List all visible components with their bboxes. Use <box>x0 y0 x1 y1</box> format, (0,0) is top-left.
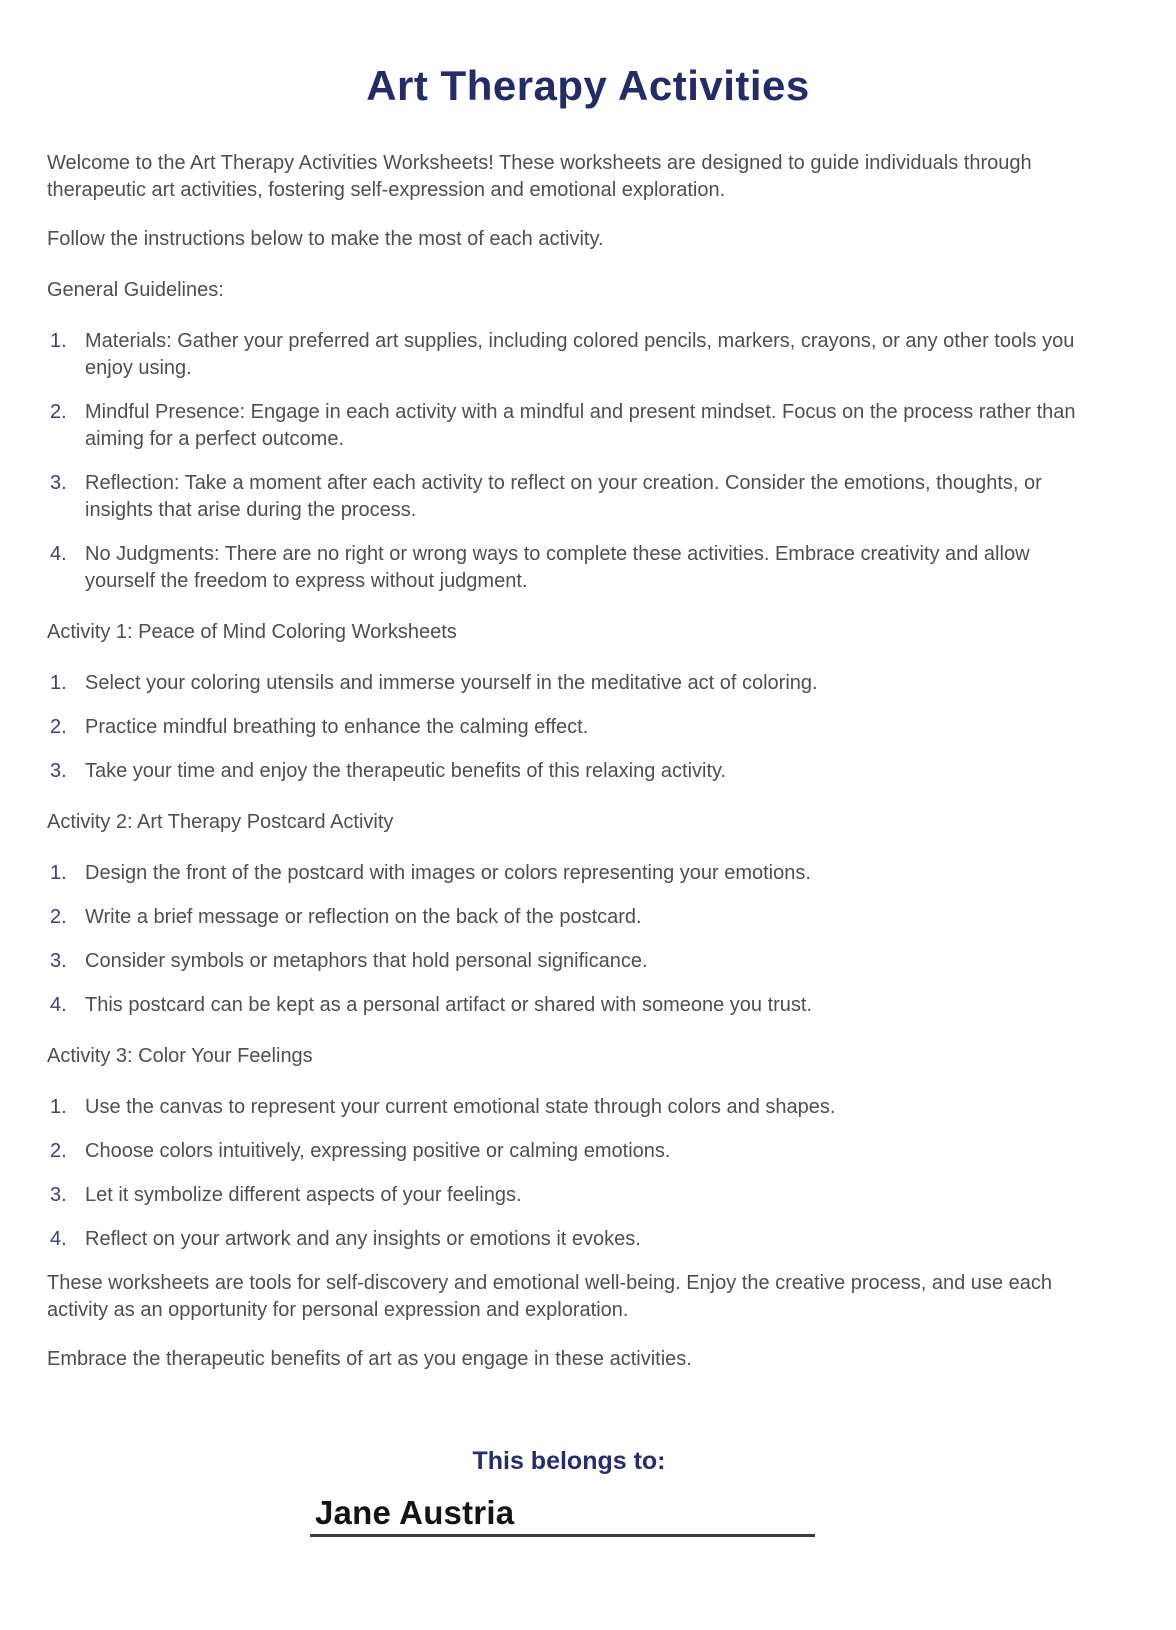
list-item-number: 1. <box>50 1096 67 1118</box>
list-item <box>47 992 1129 1019</box>
list-item-number: 4. <box>50 543 67 565</box>
list-item-text: Mindful Presence: Engage in each activity with a mindful and present mindset. Focus on the process rather than aiming for a perfect outcome. <box>85 401 1076 450</box>
list-item <box>47 1138 1129 1165</box>
list-item-number: 2. <box>50 716 67 738</box>
list-item <box>47 399 1129 453</box>
list-item <box>47 758 1129 785</box>
list-item-text: Use the canvas to represent your current emotional state through colors and shapes. <box>85 1096 836 1118</box>
follow-up-paragraph: Follow the instructions below to make the most of each activity. <box>47 228 604 250</box>
list-item-number: 3. <box>50 472 67 494</box>
list-item-text: Choose colors intuitively, expressing positive or calming emotions. <box>85 1140 671 1162</box>
list-item <box>47 541 1129 595</box>
owner-name: Jane Austria <box>315 1494 515 1531</box>
closing-paragraph-1: These worksheets are tools for self-discovery and emotional well-being. Enjoy the creative process, and use each activity as an opportunity for personal expression and exploration. <box>47 1272 1052 1321</box>
list-item-number: 4. <box>50 994 67 1016</box>
list-item <box>47 1094 1129 1121</box>
list-item <box>47 1182 1129 1209</box>
list-item-text: Practice mindful breathing to enhance the calming effect. <box>85 716 589 738</box>
activity1-heading: Activity 1: Peace of Mind Coloring Worksheets <box>47 621 457 643</box>
closing-paragraph-2: Embrace the therapeutic benefits of art as you engage in these activities. <box>47 1348 692 1370</box>
list-item-number: 3. <box>50 760 67 782</box>
list-item <box>47 670 1129 697</box>
list-item-number: 3. <box>50 950 67 972</box>
list-item <box>47 948 1129 975</box>
list-item-number: 2. <box>50 906 67 928</box>
list-item-text: Let it symbolize different aspects of your feelings. <box>85 1184 522 1206</box>
intro-paragraph: Welcome to the Art Therapy Activities Worksheets! These worksheets are designed to guide individuals through therapeutic art activities, fostering self-expression and emotional exploration. <box>47 152 1032 201</box>
list-item-text: This postcard can be kept as a personal artifact or shared with someone you trust. <box>85 994 813 1016</box>
list-item-text: Select your coloring utensils and immerse yourself in the meditative act of coloring. <box>85 672 818 694</box>
list-item-number: 1. <box>50 862 67 884</box>
general-guidelines-list <box>47 328 1129 595</box>
activity1-list <box>47 670 1129 785</box>
list-item-text: Design the front of the postcard with images or colors representing your emotions. <box>85 862 811 884</box>
list-item-text: Consider symbols or metaphors that hold personal significance. <box>85 950 648 972</box>
activity3-heading: Activity 3: Color Your Feelings <box>47 1045 313 1067</box>
list-item-number: 1. <box>50 672 67 694</box>
list-item-text: Write a brief message or reflection on the back of the postcard. <box>85 906 642 928</box>
ownership-label: This belongs to: <box>472 1447 666 1475</box>
list-item-number: 2. <box>50 1140 67 1162</box>
activity2-list <box>47 860 1129 1019</box>
list-item-number: 3. <box>50 1184 67 1206</box>
list-item-text: Reflect on your artwork and any insights or emotions it evokes. <box>85 1228 641 1250</box>
list-item <box>47 860 1129 887</box>
list-item <box>47 714 1129 741</box>
ownership-block <box>47 1447 1129 1537</box>
list-item <box>47 328 1129 382</box>
general-guidelines-heading: General Guidelines: <box>47 279 224 301</box>
activity2-heading: Activity 2: Art Therapy Postcard Activity <box>47 811 394 833</box>
list-item-number: 4. <box>50 1228 67 1250</box>
list-item-text: Materials: Gather your preferred art supplies, including colored pencils, markers, crayons, or any other tools you enjoy using. <box>85 330 1075 379</box>
list-item <box>47 1226 1129 1253</box>
list-item-number: 1. <box>50 330 67 352</box>
list-item-text: Reflection: Take a moment after each activity to reflect on your creation. Consider the emotions, thoughts, or insights that arise during the process. <box>85 472 1042 521</box>
list-item-text: Take your time and enjoy the therapeutic benefits of this relaxing activity. <box>85 760 727 782</box>
list-item-number: 2. <box>50 401 67 423</box>
activity3-list <box>47 1094 1129 1253</box>
list-item <box>47 904 1129 931</box>
list-item-text: No Judgments: There are no right or wrong ways to complete these activities. Embrace creativity and allow yourself the freedom to express without judgment. <box>85 543 1030 592</box>
signature-line <box>310 1494 815 1537</box>
page-title: Art Therapy Activities <box>366 62 810 109</box>
list-item <box>47 470 1129 524</box>
